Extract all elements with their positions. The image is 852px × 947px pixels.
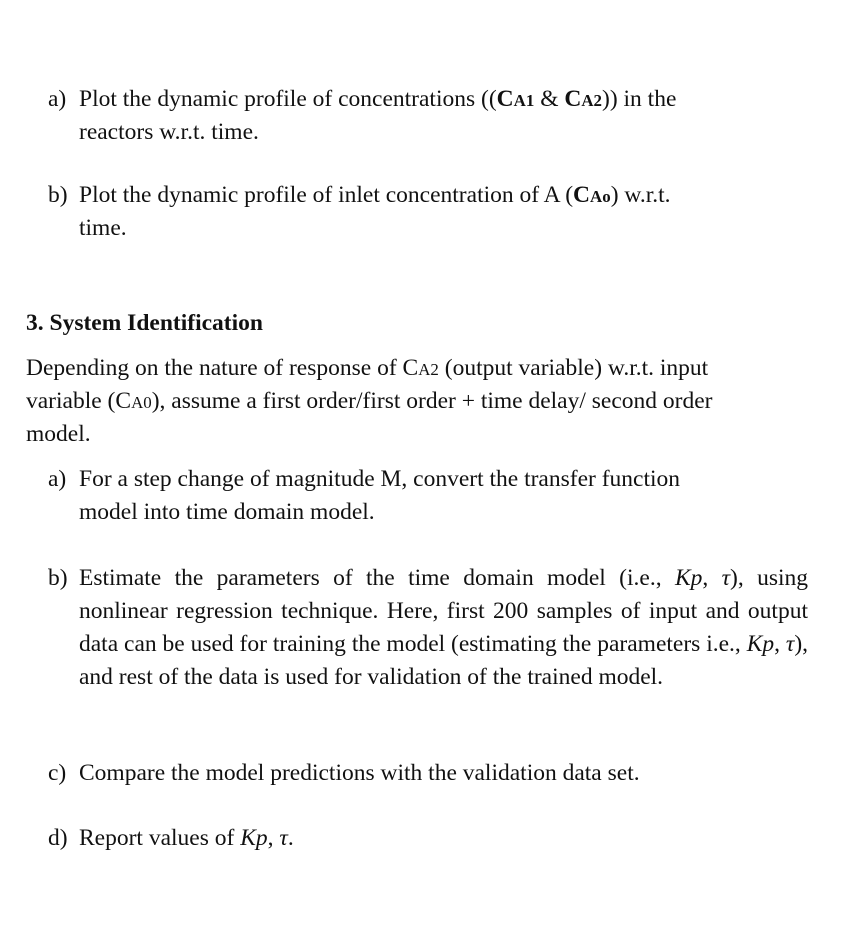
list-item-step-change: a) For a step change of magnitude M, convert the transfer function model into time domain model.: [48, 463, 808, 529]
item-label: a): [48, 466, 67, 492]
tau-symbol: τ: [279, 825, 288, 851]
ca1-symbol: CA1: [496, 86, 535, 112]
list-item-plot-inlet-concentration: b) Plot the dynamic profile of inlet concentration of A (CAo) w.r.t. time.: [48, 179, 808, 245]
ca0-symbol: CAo: [573, 182, 611, 208]
section-heading: 3. System Identification: [26, 310, 263, 336]
estimate-parameters-text: Estimate the parameters of the time domain model (i.e., Kp, τ), using nonlinear regression technique. Here, first 200 samples of input and output data can be used for training the model (estimating the parameters i.e., Kp, τ), and rest of the data is used for validation of the trained model.: [79, 565, 809, 690]
kp-symbol: Kp: [240, 825, 268, 851]
item-label: c): [48, 760, 67, 786]
list-item-report-values: d) Report values of Kp, τ.: [48, 822, 808, 855]
list-item-compare-predictions: c) Compare the model predictions with the validation data set.: [48, 757, 808, 790]
item-label: b): [48, 182, 68, 208]
ca2-symbol: CA2: [564, 86, 602, 112]
list-item-plot-concentrations: a) Plot the dynamic profile of concentrations ((CA1 & CA2)) in the reactors w.r.t. time.: [48, 83, 808, 149]
item-label: b): [48, 565, 68, 591]
item-label: d): [48, 825, 68, 851]
item-label: a): [48, 86, 67, 112]
intro-paragraph: Depending on the nature of response of CA2 (output variable) w.r.t. input variable (CA0), assume a first order/first order + time delay/ second order model.: [26, 355, 713, 447]
list-item-estimate-parameters: [48, 562, 808, 694]
